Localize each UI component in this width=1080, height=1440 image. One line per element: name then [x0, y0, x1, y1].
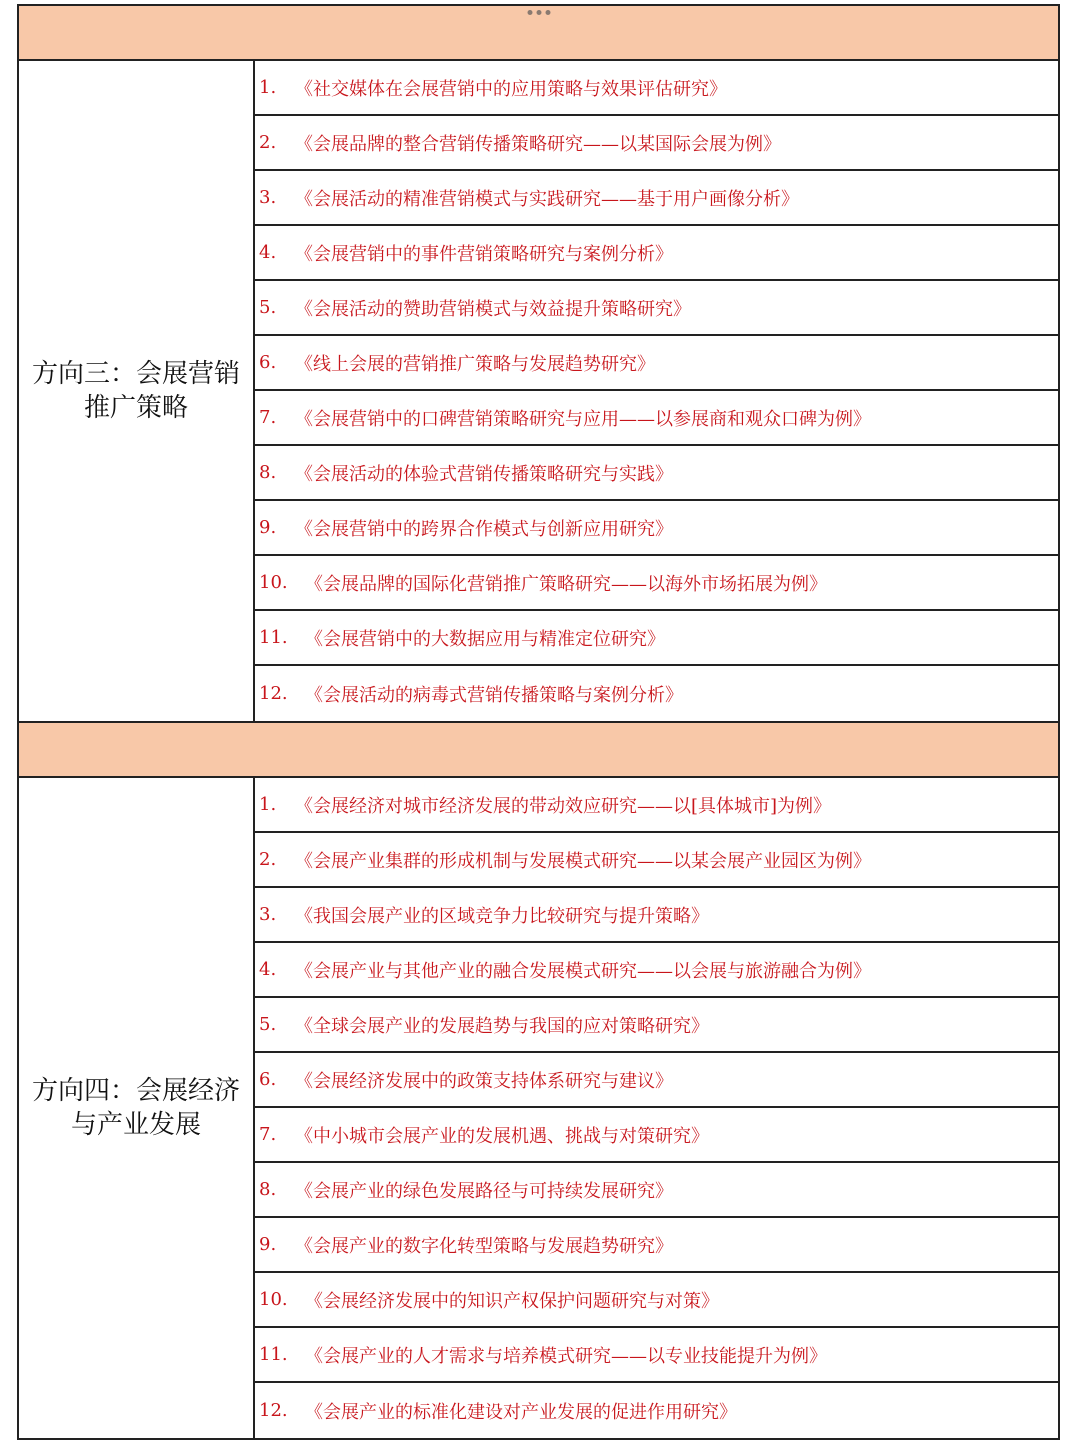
topic-row — [255, 556, 1058, 611]
topic-list — [255, 778, 1058, 1438]
topic-row — [255, 611, 1058, 666]
topic-number: 9. — [259, 1234, 277, 1255]
topic-title: 《会展营销中的大数据应用与精准定位研究》 — [305, 628, 665, 650]
topic-number: 7. — [259, 407, 277, 428]
topic-title: 《会展营销中的跨界合作模式与创新应用研究》 — [295, 518, 673, 540]
category-label: 方向三：会展营销推广策略 — [19, 61, 255, 721]
topic-number: 2. — [259, 132, 277, 153]
topic-title: 《会展经济发展中的政策支持体系研究与建议》 — [295, 1070, 673, 1092]
topic-title: 《会展产业集群的形成机制与发展模式研究——以某会展产业园区为例》 — [295, 850, 871, 872]
header-band — [19, 6, 1058, 61]
topic-row — [255, 116, 1058, 171]
topic-number: 5. — [259, 1014, 277, 1035]
topic-number: 11. — [259, 627, 288, 648]
topic-title: 《会展活动的精准营销模式与实践研究——基于用户画像分析》 — [295, 188, 799, 210]
topic-title: 《我国会展产业的区域竞争力比较研究与提升策略》 — [295, 905, 709, 927]
section-direction-three — [19, 61, 1058, 723]
topic-row — [255, 171, 1058, 226]
topic-row — [255, 1328, 1058, 1383]
topic-row — [255, 336, 1058, 391]
topic-row — [255, 446, 1058, 501]
topic-title: 《社交媒体在会展营销中的应用策略与效果评估研究》 — [295, 78, 727, 100]
topic-number: 11. — [259, 1344, 288, 1365]
topic-title: 《会展产业与其他产业的融合发展模式研究——以会展与旅游融合为例》 — [295, 960, 871, 982]
topic-number: 6. — [259, 1069, 277, 1090]
topic-row — [255, 281, 1058, 336]
topic-title: 《中小城市会展产业的发展机遇、挑战与对策研究》 — [295, 1125, 709, 1147]
topic-number: 4. — [259, 959, 277, 980]
topic-number: 8. — [259, 462, 277, 483]
topic-table — [17, 4, 1060, 1440]
topic-row — [255, 833, 1058, 888]
topic-number: 12. — [259, 683, 288, 704]
topic-number: 6. — [259, 352, 277, 373]
topic-row — [255, 501, 1058, 556]
topic-title: 《会展产业的标准化建设对产业发展的促进作用研究》 — [305, 1401, 737, 1423]
topic-number: 10. — [259, 572, 288, 593]
topic-row — [255, 888, 1058, 943]
topic-title: 《会展营销中的事件营销策略研究与案例分析》 — [295, 243, 673, 265]
topic-number: 2. — [259, 849, 277, 870]
topic-row — [255, 1053, 1058, 1108]
topic-title: 《线上会展的营销推广策略与发展趋势研究》 — [295, 353, 655, 375]
topic-number: 4. — [259, 242, 277, 263]
topic-number: 3. — [259, 904, 277, 925]
topic-row — [255, 1383, 1058, 1438]
topic-number: 1. — [259, 794, 277, 815]
topic-number: 8. — [259, 1179, 277, 1200]
topic-title: 《会展产业的数字化转型策略与发展趋势研究》 — [295, 1235, 673, 1257]
topic-row — [255, 998, 1058, 1053]
more-dots-icon[interactable] — [527, 10, 550, 15]
topic-title: 《会展活动的病毒式营销传播策略与案例分析》 — [305, 684, 683, 706]
topic-row — [255, 778, 1058, 833]
topic-number: 7. — [259, 1124, 277, 1145]
topic-row — [255, 1273, 1058, 1328]
topic-title: 《会展品牌的国际化营销推广策略研究——以海外市场拓展为例》 — [305, 573, 827, 595]
topic-row — [255, 226, 1058, 281]
topic-number: 10. — [259, 1289, 288, 1310]
topic-title: 《会展活动的赞助营销模式与效益提升策略研究》 — [295, 298, 691, 320]
topic-row — [255, 943, 1058, 998]
topic-title: 《会展营销中的口碑营销策略研究与应用——以参展商和观众口碑为例》 — [295, 408, 871, 430]
topic-title: 《会展产业的绿色发展路径与可持续发展研究》 — [295, 1180, 673, 1202]
topic-row — [255, 1163, 1058, 1218]
section-direction-four — [19, 778, 1058, 1440]
topic-list — [255, 61, 1058, 721]
topic-row — [255, 1218, 1058, 1273]
topic-title: 《全球会展产业的发展趋势与我国的应对策略研究》 — [295, 1015, 709, 1037]
topic-number: 1. — [259, 77, 277, 98]
divider-band — [19, 723, 1058, 778]
topic-row — [255, 391, 1058, 446]
topic-number: 5. — [259, 297, 277, 318]
topic-title: 《会展品牌的整合营销传播策略研究——以某国际会展为例》 — [295, 133, 781, 155]
topic-title: 《会展经济对城市经济发展的带动效应研究——以[具体城市]为例》 — [295, 795, 832, 817]
topic-title: 《会展活动的体验式营销传播策略研究与实践》 — [295, 463, 673, 485]
topic-row — [255, 1108, 1058, 1163]
topic-number: 3. — [259, 187, 277, 208]
topic-row — [255, 666, 1058, 721]
topic-row — [255, 61, 1058, 116]
topic-number: 9. — [259, 517, 277, 538]
topic-title: 《会展产业的人才需求与培养模式研究——以专业技能提升为例》 — [305, 1345, 827, 1367]
topic-title: 《会展经济发展中的知识产权保护问题研究与对策》 — [305, 1290, 719, 1312]
topic-number: 12. — [259, 1400, 288, 1421]
category-label: 方向四：会展经济与产业发展 — [19, 778, 255, 1438]
